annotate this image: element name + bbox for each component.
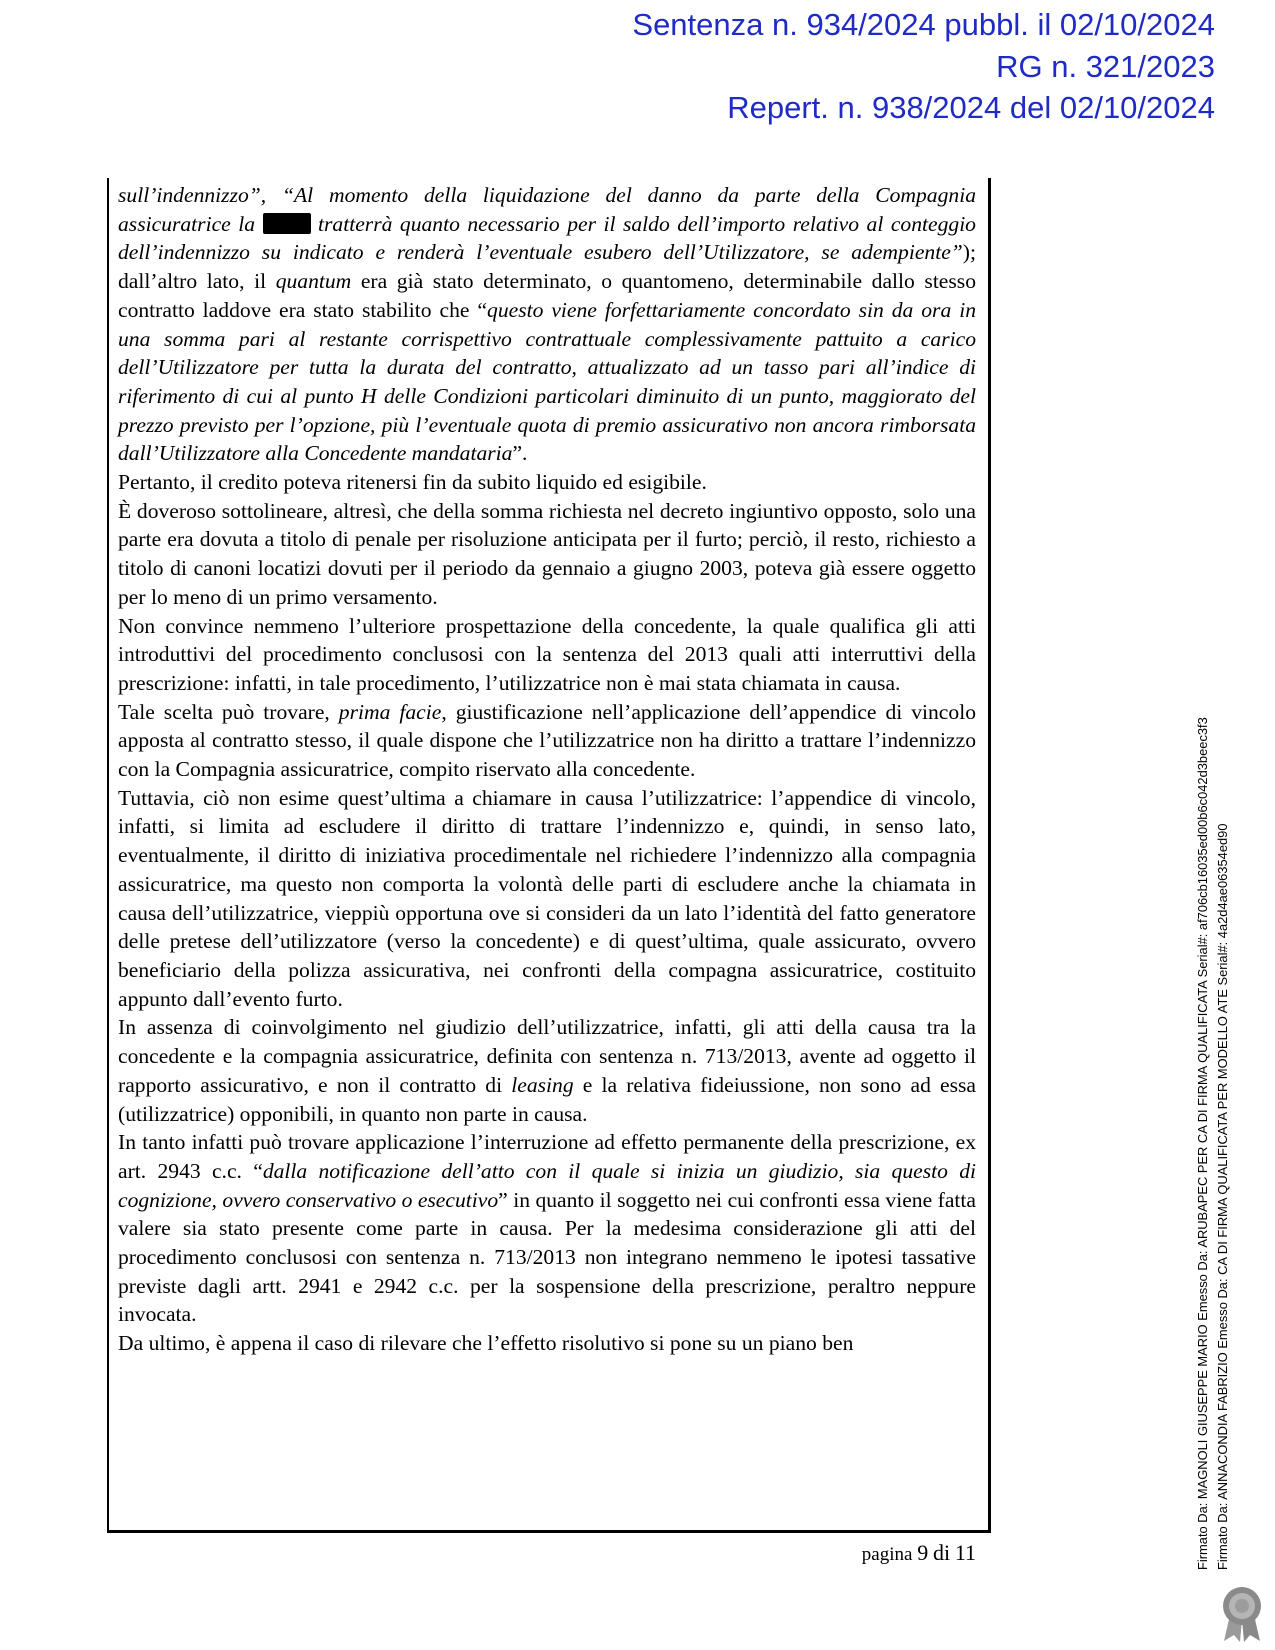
sentence-number: Sentenza n. 934/2024 pubbl. il 02/10/2024 (632, 7, 1215, 42)
document-header (515, 4, 1215, 129)
signature-line-2: Firmato Da: ANNACONDIA FABRIZIO Emesso Da: CA DI FIRMA QUALIFICATA PER MODELLO ATE Serial#: 4a2d4ae06354ed90 (1215, 823, 1230, 1570)
text-run: Non convince nemmeno l’ulteriore prospettazione della concedente, la quale qualifica gli atti introduttivi del procedimento conclusosi con la sentenza del 2013 quali atti interruttivi della prescrizione: infatti, in tale procedimento, l’utilizzatrice non è mai stata chiamata in causa. (118, 613, 976, 695)
italic-text-run: leasing (511, 1072, 574, 1097)
total-pages: 11 (954, 1540, 976, 1565)
italic-text-run: dalla notificazione dell’atto con il quale si inizia un giudizio, sia questo di cognizione, ovvero conservativo o esecutivo (118, 1158, 976, 1212)
italic-text-run: tratterrà quanto necessario per il saldo dell’importo relativo al conteggio dell’indennizzo su indicato e renderà l’eventuale esubero dell’Utilizzatore, se adempiente” (118, 211, 976, 265)
body-paragraph (118, 468, 976, 497)
body-paragraph (118, 1013, 976, 1128)
page-footer (820, 1540, 976, 1566)
redaction-box (263, 213, 311, 234)
signature-line-1: Firmato Da: MAGNOLI GIUSEPPE MARIO Emesso Da: ARUBAPEC PER CA DI FIRMA QUALIFICATA Serial#: af706cb16035ed00b6c042d3beec3f3 (1195, 717, 1210, 1570)
text-run: In assenza di coinvolgimento nel giudizio dell’utilizzatrice, infatti, gli atti della causa tra la concedente e la compagnia assicuratrice, definita con sentenza n. 713/2013, avente ad oggetto il rapporto assicurativo, e non il contratto di (118, 1015, 976, 1097)
text-run: In tanto infatti può trovare applicazione l’interruzione ad effetto permanente della prescrizione, ex art. 2943 c.c. “ (118, 1130, 976, 1183)
italic-text-run: prima facie (338, 699, 442, 724)
text-run: Pertanto, il credito poteva ritenersi fin da subito liquido ed esigibile. (118, 470, 707, 495)
text-run: Da ultimo, è appena il caso di rilevare che l’effetto risolutivo si pone su un piano ben (118, 1331, 854, 1356)
text-run: ” in quanto il soggetto nei cui confronti essa viene fatta valere sia stato presente come parte in causa. Per la medesima considerazione gli atti del procedimento conclusosi con sentenza n. 713/2013 non integrano nemmeno le ipotesi tassative previste dagli artt. 2941 e 2942 c.c. per la sospensione della prescrizione, peraltro neppure invocata. (118, 1187, 976, 1327)
page-label: pagina (861, 1544, 913, 1565)
italic-text-run: quantum (275, 269, 352, 294)
page-number: 9 (917, 1540, 929, 1565)
italic-text-run: sull’indennizzo”, “Al momento della liquidazione del danno da parte della Compagnia assicuratrice la (118, 183, 976, 236)
italic-text-run: questo viene forfettariamente concordato sin da ora in una somma pari al restante corrispettivo contrattuale complessivamente pattuito a carico dell’Utilizzatore per tutta la durata del contratto, attualizzato ad un tasso pari all’indice di riferimento di cui al punto H delle Condizioni particolari diminuito di un punto, maggiorato del prezzo previsto per l’opzione, più l’eventuale quota di premio assicurativo non ancora rimborsata dall’Utilizzatore alla Concedente mandataria (118, 297, 976, 466)
body-paragraph (118, 181, 976, 468)
rosette-seal-icon (1218, 1585, 1266, 1648)
digital-signature-stamp (1193, 717, 1233, 1570)
body-paragraph (118, 497, 976, 612)
text-run: ”. (512, 441, 528, 466)
document-body (118, 181, 976, 1358)
text-run: era già stato determinato, o quantomeno, determinabile dallo stesso contratto laddove era stato stabilito che “ (118, 269, 977, 322)
body-paragraph (118, 698, 976, 784)
text-run: È doveroso sottolineare, altresì, che della somma richiesta nel decreto ingiuntivo opposto, solo una parte era dovuta a titolo di penale per risoluzione anticipata per il furto; perciò, il resto, richiesto a titolo di canoni locatizi dovuti per il periodo da gennaio a giugno 2003, poteva già essere oggetto per lo meno di un primo versamento. (118, 498, 976, 609)
rg-number: RG n. 321/2023 (996, 48, 1215, 84)
body-paragraph (118, 1329, 976, 1358)
of-label: di (932, 1540, 951, 1565)
text-run: , giustificazione nell’applicazione dell’appendice di vincolo apposta al contratto stesso, il quale dispone che l’utilizzatrice non ha diritto a trattare l’indennizzo con la Compagnia assicuratrice, compito riservato alla concedente. (118, 699, 976, 782)
body-paragraph (118, 784, 976, 1014)
text-run: Tuttavia, ciò non esime quest’ultima a chiamare in causa l’utilizzatrice: l’appendice di vincolo, infatti, si limita ad escludere il diritto di trattare l’indennizzo e, quindi, in senso lato, eventualmente, il diritto di iniziativa procedimentale nel richiedere l’indennizzo alla compagnia assicuratrice, ma questo non comporta la volontà delle parti di escludere anche la chiamata in causa dell’utilizzatrice, vieppiù opportuna ove si consideri da un lato l’identità del fatto generatore delle pretese dell’utilizzatore (verso la concedente) e di quest’ultima, quale assicurato, ovvero beneficiario della polizza assicurativa, nei confronti della compagna assicuratrice, costituito appunto dall’evento furto. (118, 785, 976, 1011)
repertory-number: Repert. n. 938/2024 del 02/10/2024 (727, 90, 1215, 125)
body-paragraph (118, 1128, 976, 1329)
text-run: ); dall’altro lato, il (118, 240, 976, 294)
text-run: Tale scelta può trovare, (118, 699, 339, 724)
body-paragraph (118, 612, 976, 698)
text-run: e la relativa fideiussione, non sono ad essa (utilizzatrice) opponibili, in quanto non parte in causa. (118, 1072, 976, 1126)
